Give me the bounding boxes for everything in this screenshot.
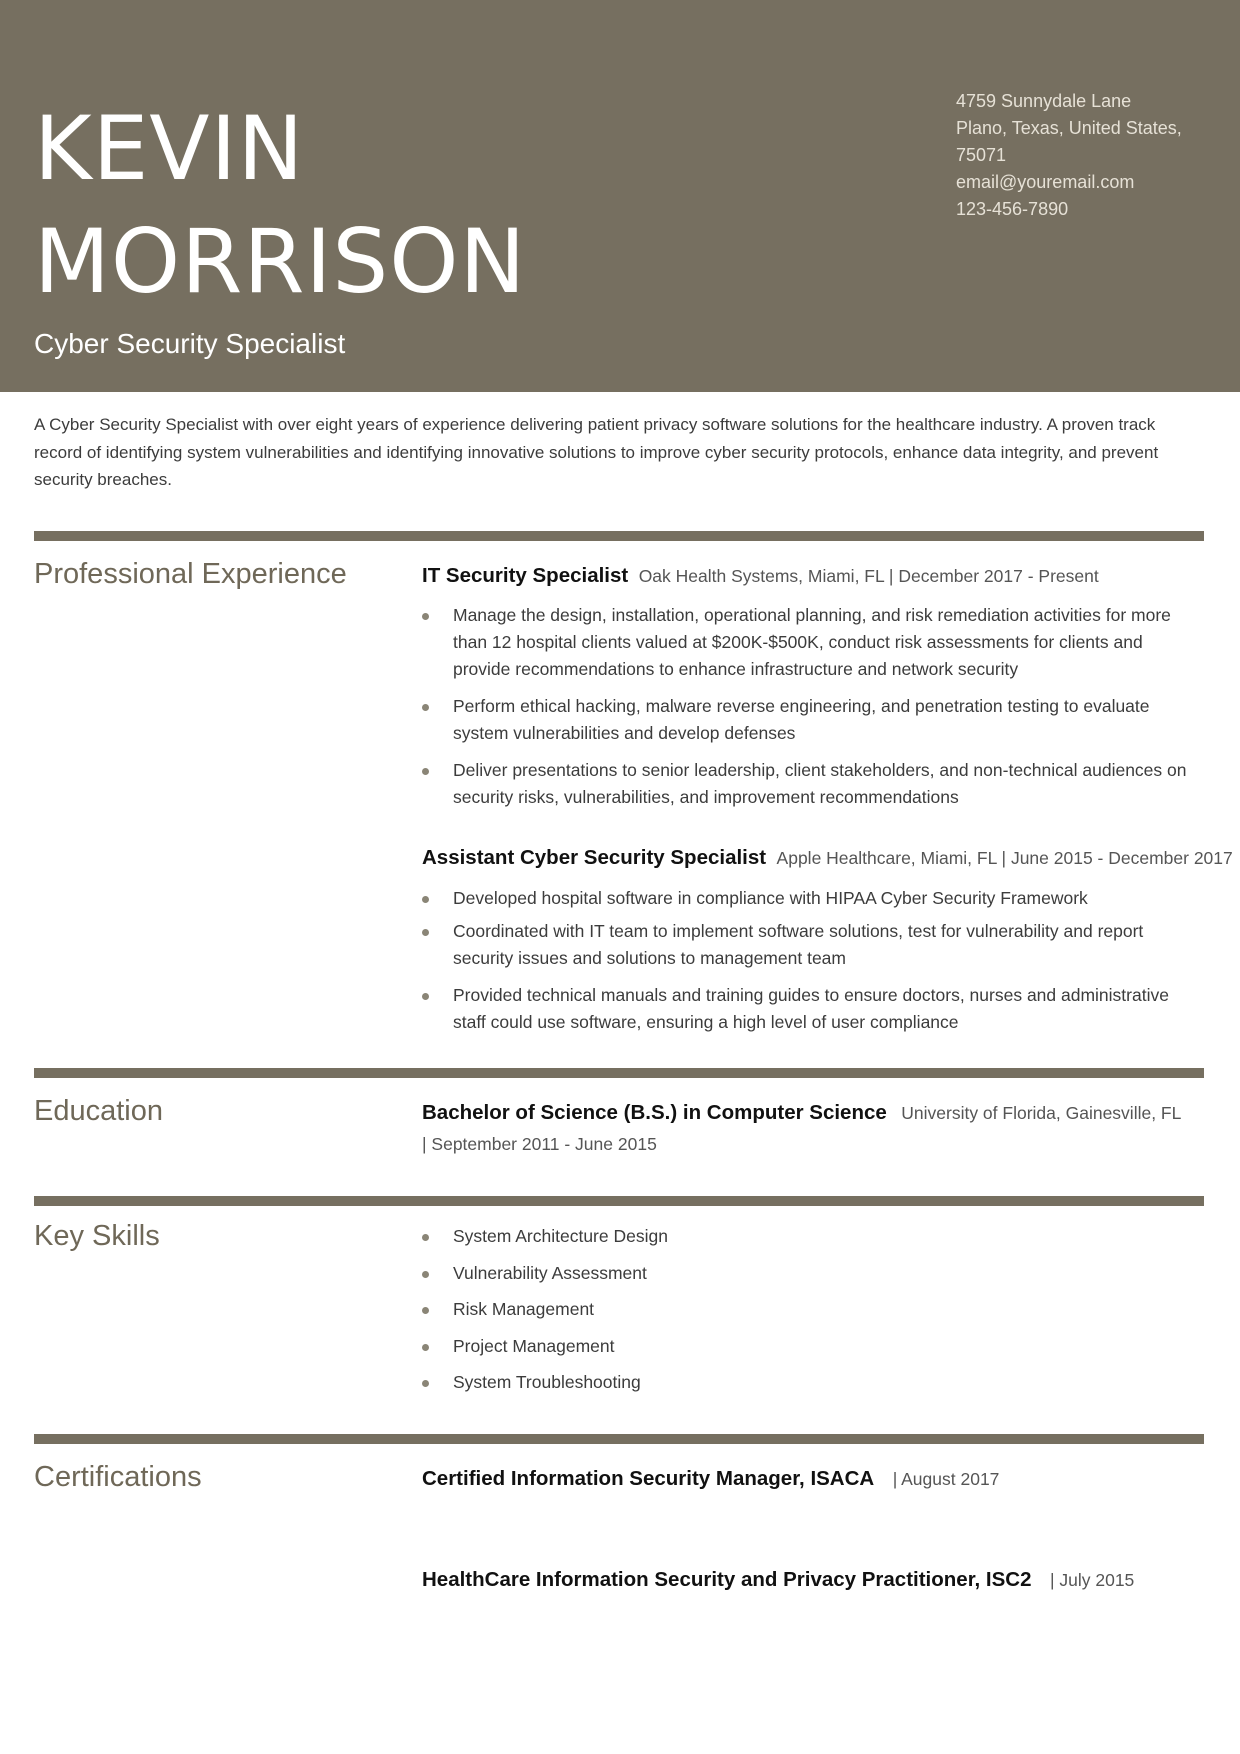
address-line-1: 4759 Sunnydale Lane (956, 91, 1132, 111)
section-title-education: Education (34, 1095, 163, 1127)
job-heading (422, 846, 1233, 870)
bullet-icon (422, 704, 429, 711)
education-dates: | September 2011 - June 2015 (422, 1134, 657, 1154)
address-line-2: Plano, Texas, United States, (956, 118, 1182, 138)
list-item: Deliver presentations to senior leadership, client stakeholders, and non-technical audiences on security risks, vulnerabilities, and improvement recommendations (422, 757, 1197, 811)
contact-info (956, 88, 1216, 223)
school: University of Florida, Gainesville, FL (901, 1103, 1182, 1123)
bullet-icon (422, 1307, 429, 1314)
certification-item (422, 1568, 1134, 1592)
bullet-icon (422, 1234, 429, 1241)
resume-header (0, 0, 1240, 392)
list-item: Developed hospital software in compliance with HIPAA Cyber Security Framework (422, 885, 1197, 912)
section-divider (34, 1196, 1204, 1206)
list-item: System Architecture Design (422, 1223, 1197, 1250)
section-divider (34, 531, 1204, 541)
certification-name: HealthCare Information Security and Privacy Practitioner, ISC2 (422, 1568, 1032, 1591)
bullet-icon (422, 1380, 429, 1387)
list-item: Vulnerability Assessment (422, 1260, 1197, 1287)
job-meta: Apple Healthcare, Miami, FL | June 2015 - December 2017 (776, 848, 1233, 868)
phone[interactable]: 123-456-7890 (956, 199, 1069, 219)
list-item: Perform ethical hacking, malware reverse engineering, and penetration testing to evaluate system vulnerabilities and develop defenses (422, 693, 1197, 747)
education-heading (422, 1101, 1212, 1125)
bullet-icon (422, 929, 429, 936)
job-bullets (422, 602, 1197, 821)
job-title: IT Security Specialist (422, 564, 629, 587)
bullet-icon (422, 993, 429, 1000)
list-item: Project Management (422, 1333, 1197, 1360)
bullet-icon (422, 613, 429, 620)
job-title: Assistant Cyber Security Specialist (422, 846, 767, 869)
list-item: Manage the design, installation, operational planning, and risk remediation activities for more than 12 hospital clients valued at $200K-$500K, conduct risk assessments for clients and provide recommendations to enhance infrastructure and network security (422, 602, 1197, 683)
section-divider (34, 1068, 1204, 1078)
bullet-icon (422, 1344, 429, 1351)
list-item: Provided technical manuals and training guides to ensure doctors, nurses and administrative staff could use software, ensuring a high level of user compliance (422, 982, 1197, 1036)
last-name: MORRISON (34, 210, 527, 313)
list-item: Coordinated with IT team to implement software solutions, test for vulnerability and report security issues and solutions to management team (422, 918, 1197, 972)
bullet-icon (422, 768, 429, 775)
degree: Bachelor of Science (B.S.) in Computer Science (422, 1101, 887, 1124)
certification-name: Certified Information Security Manager, ISACA (422, 1467, 875, 1490)
first-name: KEVIN (34, 97, 305, 200)
section-title-experience: Professional Experience (34, 558, 347, 590)
job-heading (422, 564, 1212, 588)
address-line-3: 75071 (956, 145, 1007, 165)
section-divider (34, 1434, 1204, 1444)
job-bullets (422, 885, 1197, 1046)
job-meta: Oak Health Systems, Miami, FL | December 2017 - Present (638, 566, 1099, 586)
certification-date: | August 2017 (892, 1469, 1000, 1489)
bullet-icon (422, 1271, 429, 1278)
summary: A Cyber Security Specialist with over eight years of experience delivering patient privacy software solutions for the healthcare industry. A proven track record of identifying system vulnerabilities and identifying innovative solutions to improve cyber security protocols, enhance data integrity, and prevent security breaches. (34, 415, 1159, 489)
bullet-icon (422, 896, 429, 903)
list-item: System Troubleshooting (422, 1369, 1197, 1396)
email[interactable]: email@youremail.com (956, 172, 1135, 192)
list-item: Risk Management (422, 1296, 1197, 1323)
section-title-certifications: Certifications (34, 1461, 202, 1493)
certification-date: | July 2015 (1049, 1570, 1135, 1590)
skills-list (422, 1223, 1197, 1406)
job-title: Cyber Security Specialist (34, 328, 346, 359)
section-title-skills: Key Skills (34, 1220, 160, 1252)
certification-item (422, 1467, 999, 1491)
